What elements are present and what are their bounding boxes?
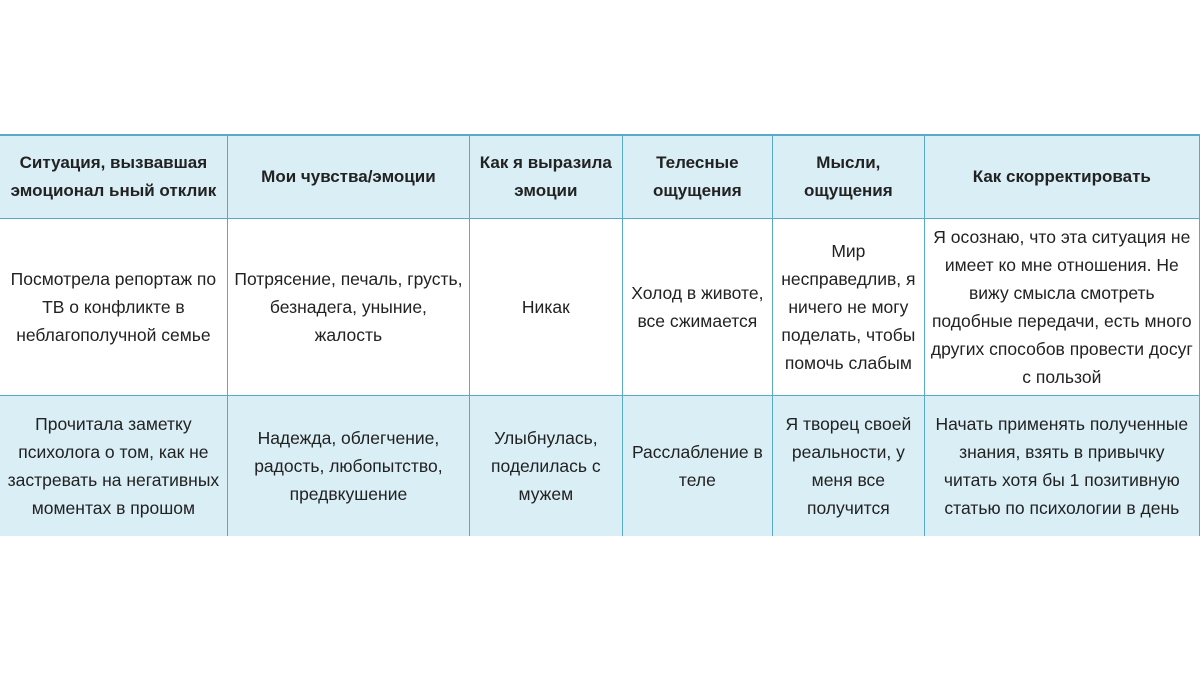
emotion-diary-table-container bbox=[0, 134, 1200, 536]
cell-feelings: Надежда, облегчение, радость, любопытство, предвкушение bbox=[227, 396, 469, 537]
cell-body-sensations: Холод в животе, все сжимается bbox=[622, 219, 772, 396]
cell-body-sensations: Расслабление в теле bbox=[622, 396, 772, 537]
table-row bbox=[0, 396, 1200, 537]
cell-correction: Начать применять полученные знания, взять в привычку читать хотя бы 1 позитивную статью по психологии в день bbox=[924, 396, 1199, 537]
header-expression: Как я выразила эмоции bbox=[470, 135, 623, 219]
header-body-sensations: Телесные ощущения bbox=[622, 135, 772, 219]
header-situation: Ситуация, вызвавшая эмоционал ьный отклик bbox=[0, 135, 227, 219]
cell-expression: Никак bbox=[470, 219, 623, 396]
header-thoughts: Мысли, ощущения bbox=[773, 135, 925, 219]
cell-thoughts: Мир несправедлив, я ничего не могу поделать, чтобы помочь слабым bbox=[773, 219, 925, 396]
table-header-row bbox=[0, 135, 1200, 219]
cell-situation: Прочитала заметку психолога о том, как не застревать на негативных моментах в прошом bbox=[0, 396, 227, 537]
header-feelings: Мои чувства/эмоции bbox=[227, 135, 469, 219]
cell-thoughts: Я творец своей реальности, у меня все получится bbox=[773, 396, 925, 537]
cell-correction: Я осознаю, что эта ситуация не имеет ко мне отношения. Не вижу смысла смотреть подобные передачи, есть много других способов провести досуг с пользой bbox=[924, 219, 1199, 396]
header-correction: Как скорректировать bbox=[924, 135, 1199, 219]
cell-situation: Посмотрела репортаж по ТВ о конфликте в неблагополучной семье bbox=[0, 219, 227, 396]
table-row bbox=[0, 219, 1200, 396]
cell-expression: Улыбнулась, поделилась с мужем bbox=[470, 396, 623, 537]
cell-feelings: Потрясение, печаль, грусть, безнадега, уныние, жалость bbox=[227, 219, 469, 396]
emotion-diary-table bbox=[0, 134, 1200, 536]
